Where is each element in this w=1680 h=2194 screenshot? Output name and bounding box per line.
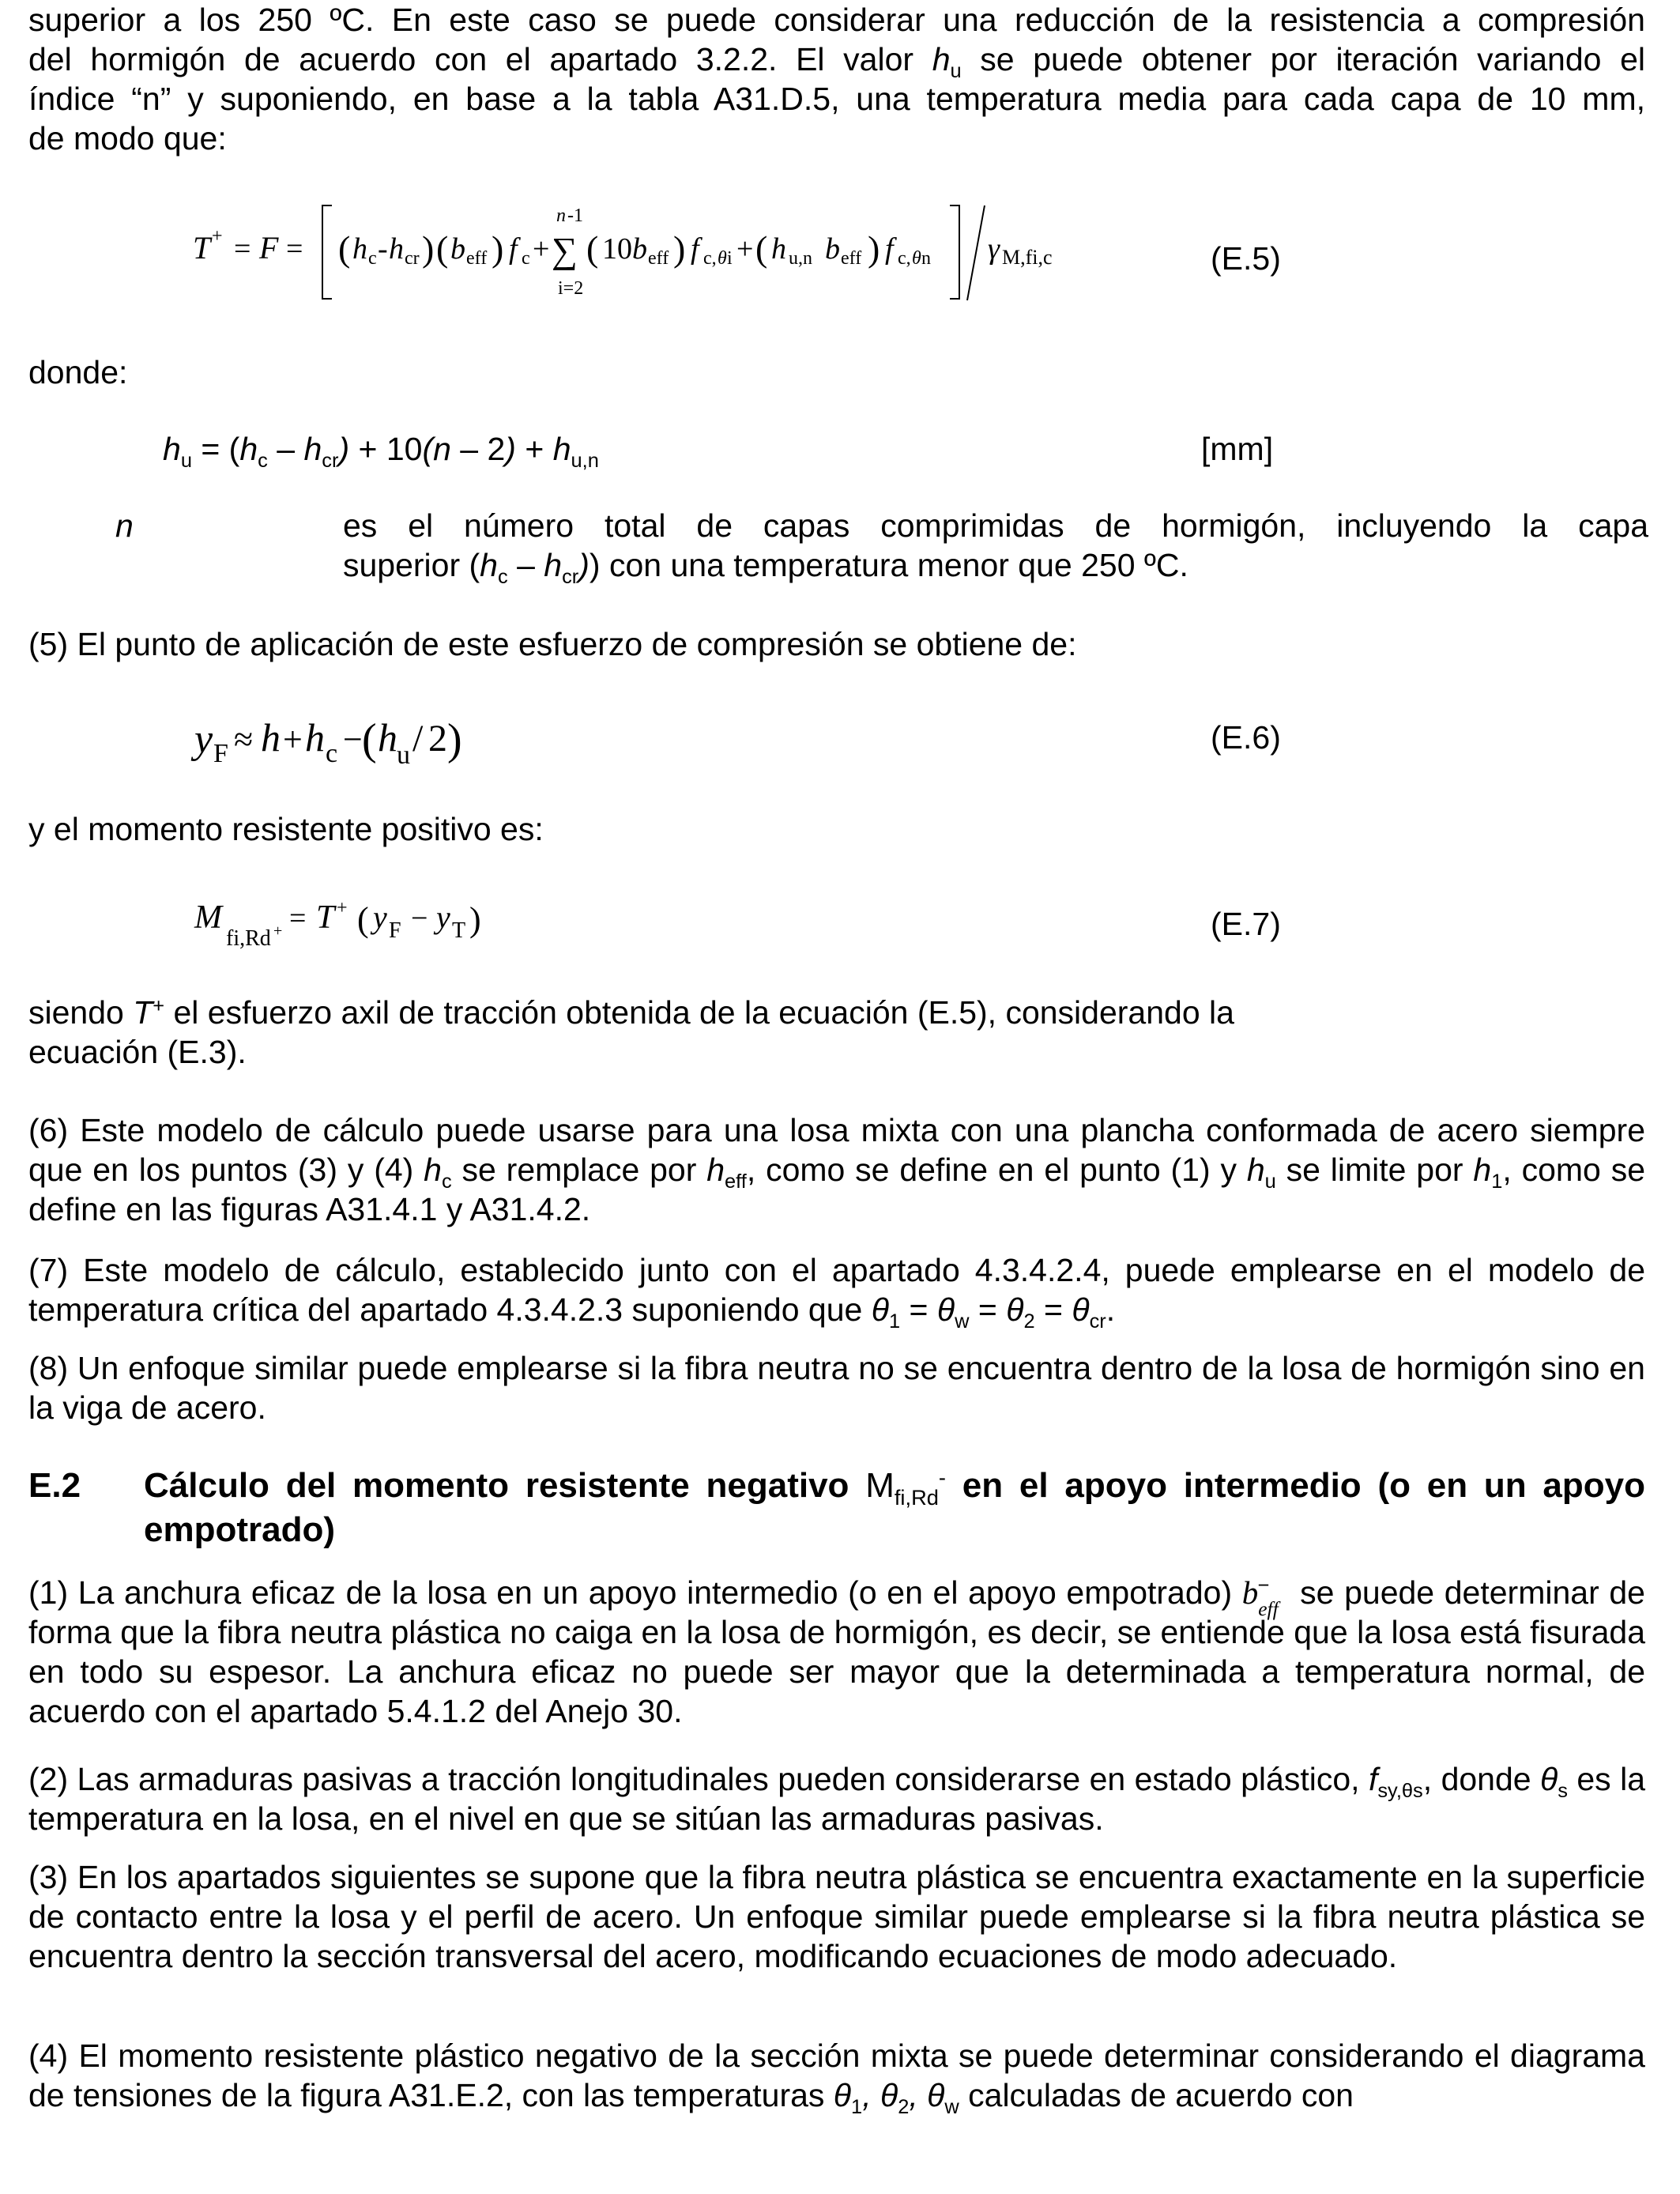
svg-text:eff: eff bbox=[466, 248, 488, 269]
svg-text:y: y bbox=[373, 899, 387, 935]
intro-line-2: del hormigón de acuerdo con el apartado 3.2.2. El valor $h_u$ se puede obtener por iteración variando el bbox=[28, 41, 1645, 83]
svg-text:M,fi,c: M,fi,c bbox=[1002, 246, 1053, 269]
svg-text:i: i bbox=[727, 248, 733, 269]
siendo-line-1: siendo T+ el esfuerzo axil de tracción obtenida de la ecuación (E.5), considerando la bbox=[28, 994, 1234, 1031]
svg-text:fi,Rd: fi,Rd bbox=[226, 926, 271, 951]
equation-e7 bbox=[163, 879, 637, 966]
svg-text:+: + bbox=[533, 232, 550, 266]
section-paragraph-1: (1) La anchura eficaz de la losa en un apoyo intermedio (o en el apoyo empotrado) $b_{eff}^-$ se puede determinar de forma que la fibra neutra plástica no caiga en la losa de hormigón, es decir, se entiende que la losa está fisurada en todo su espesor. La anchura eficaz no puede ser mayor que la determinada a temperatura normal, de acuerdo con el apartado 5.4.1.2 del Anejo 30. bbox=[28, 1574, 1645, 1729]
svg-text:eff: eff bbox=[648, 248, 669, 269]
svg-text:=: = bbox=[289, 902, 307, 935]
svg-text:c,: c, bbox=[703, 248, 717, 269]
section-heading bbox=[28, 1464, 1645, 1552]
hu-unit: [mm] bbox=[1201, 431, 1274, 467]
svg-text:y: y bbox=[436, 899, 450, 935]
equation-e5-graphic bbox=[160, 190, 1187, 308]
svg-text:c: c bbox=[326, 739, 338, 768]
svg-text:): ) bbox=[492, 228, 504, 269]
svg-text:γ: γ bbox=[988, 232, 1000, 266]
svg-text:10: 10 bbox=[602, 232, 632, 266]
svg-text:=: = bbox=[234, 232, 251, 266]
paragraph-8: (8) Un enfoque similar puede emplearse si la fibra neutra no se encuentra dentro de la losa de hormigón sino en la viga de acero. bbox=[28, 1350, 1645, 1426]
n-definition-line-1: es el número total de capas comprimidas de hormigón, incluyendo la capa bbox=[343, 507, 1648, 544]
svg-text:f: f bbox=[885, 232, 894, 266]
n-definition-line-2: superior $(h_c - h_{cr})$) con una temperatura menor que 250 ºC. bbox=[343, 547, 1188, 589]
section-paragraph-3: (3) En los apartados siguientes se supone que la fibra neutra plástica se encuentra exactamente en la superficie de contacto entre la losa y el perfil de acero. Un enfoque similar puede emplearse si la fibra neutra plástica se encuentra dentro la sección transversal del acero, modificando ecuaciones de modo adecuado. bbox=[28, 1859, 1645, 1974]
svg-text:(: ( bbox=[357, 900, 369, 939]
intro-line-4: de modo que: bbox=[28, 120, 227, 156]
equation-e7-number: (E.7) bbox=[1211, 906, 1281, 942]
svg-text:+: + bbox=[212, 226, 223, 247]
svg-text:+: + bbox=[283, 720, 303, 759]
equation-e7-graphic bbox=[163, 879, 637, 966]
svg-text:θ: θ bbox=[718, 248, 727, 269]
siendo-line-2: ecuación (E.3). bbox=[28, 1034, 247, 1070]
svg-text:+: + bbox=[736, 232, 754, 266]
svg-text:F: F bbox=[259, 230, 279, 266]
svg-text:h: h bbox=[261, 715, 281, 760]
svg-text:): ) bbox=[673, 228, 686, 269]
svg-text:n: n bbox=[921, 248, 931, 269]
svg-text:h: h bbox=[771, 232, 786, 266]
equation-e5-number: (E.5) bbox=[1211, 240, 1281, 277]
section-paragraph-2: (2) Las armaduras pasivas a tracción longitudinales pueden considerarse en estado plástico, $f_{sy,\theta s}$, donde $\theta_s$ es la temperatura en la losa, en el nivel en que se sitúan las armaduras pasivas. bbox=[28, 1761, 1645, 1837]
svg-text:(: ( bbox=[755, 228, 768, 269]
hu-definition: $h_u = (h_c - h_{cr}) + 10(n - 2) + h_{u,n}$ [mm] bbox=[163, 431, 1274, 473]
svg-text:∑: ∑ bbox=[552, 230, 578, 270]
svg-text:F: F bbox=[389, 918, 401, 943]
paragraph-6: (6) Este modelo de cálculo puede usarse para una losa mixta con una plancha conformada de acero siempre que en los puntos (3) y (4) $h_c$ se remplace por $h_{eff}$, como se define en el punto (1) y $h_u$ se limite por $h_1$, como se define en las figuras A31.4.1 y A31.4.2. bbox=[28, 1112, 1645, 1227]
svg-text:y: y bbox=[194, 717, 213, 762]
svg-text:+: + bbox=[273, 922, 283, 940]
svg-text:-: - bbox=[378, 232, 388, 266]
svg-text:(: ( bbox=[338, 228, 351, 269]
svg-text:−: − bbox=[343, 720, 363, 759]
svg-text:cr: cr bbox=[405, 248, 420, 269]
svg-text:T: T bbox=[193, 230, 211, 266]
section-number: E.2 bbox=[28, 1466, 81, 1505]
svg-text:i=2: i=2 bbox=[558, 278, 584, 299]
svg-text:+: + bbox=[337, 898, 348, 918]
siendo-paragraph bbox=[28, 993, 1645, 1072]
intro-line-1: superior a los 250 ºC. En este caso se puede considerar una reducción de la resistencia a compresión bbox=[28, 2, 1645, 38]
svg-text:(: ( bbox=[436, 228, 449, 269]
svg-text:h: h bbox=[389, 232, 404, 266]
svg-text:≈: ≈ bbox=[234, 720, 254, 759]
intro-paragraph bbox=[28, 0, 1645, 158]
equation-e6-number: (E.6) bbox=[1211, 719, 1281, 756]
svg-text:): ) bbox=[447, 715, 462, 764]
svg-text:eff: eff bbox=[841, 248, 862, 269]
svg-text:): ) bbox=[469, 900, 481, 939]
svg-text:h: h bbox=[305, 715, 325, 760]
svg-text:M: M bbox=[194, 899, 222, 936]
svg-text:u,n: u,n bbox=[789, 248, 812, 269]
svg-text:θ: θ bbox=[912, 248, 921, 269]
equation-e6 bbox=[163, 696, 637, 782]
svg-text:T: T bbox=[452, 918, 466, 943]
svg-text:=: = bbox=[286, 232, 303, 266]
svg-text:b: b bbox=[825, 232, 840, 266]
svg-text:u: u bbox=[397, 741, 410, 770]
svg-text:): ) bbox=[422, 228, 435, 269]
svg-text:F: F bbox=[213, 739, 228, 768]
svg-text:): ) bbox=[868, 228, 880, 269]
equation-e6-graphic bbox=[163, 696, 637, 782]
svg-text:(: ( bbox=[362, 715, 377, 764]
svg-text:f: f bbox=[691, 232, 699, 266]
paragraph-5: (5) El punto de aplicación de este esfuerzo de compresión se obtiene de: bbox=[28, 626, 1077, 662]
svg-text:f: f bbox=[509, 232, 518, 266]
moment-intro: y el momento resistente positivo es: bbox=[28, 811, 544, 847]
svg-text:c,: c, bbox=[898, 248, 911, 269]
intro-line-3: índice “n” y suponiendo, en base a la tabla A31.D.5, una temperatura media para cada capa de 10 mm, bbox=[28, 81, 1645, 117]
svg-text:c: c bbox=[522, 248, 530, 269]
svg-text:h: h bbox=[352, 232, 367, 266]
section-paragraph-4: (4) El momento resistente plástico negativo de la sección mixta se puede determinar considerando el diagrama de tensiones de la figura A31.E.2, con las temperaturas $\theta_1$, $\theta_2$, $\theta_w$ calculadas de acuerdo con bbox=[28, 2038, 1645, 2119]
paragraph-7: (7) Este modelo de cálculo, establecido junto con el apartado 4.3.4.2.4, puede emplearse en el modelo de temperatura crítica del apartado 4.3.4.2.3 suponiendo que $\theta_1 = \theta_w = \theta_2 = \theta_{cr}$. bbox=[28, 1252, 1645, 1333]
svg-text:T: T bbox=[316, 899, 335, 936]
equation-e5 bbox=[160, 190, 1187, 308]
svg-text:/: / bbox=[412, 718, 424, 760]
svg-text:b: b bbox=[450, 232, 465, 266]
svg-text:h: h bbox=[378, 715, 397, 760]
svg-text:2: 2 bbox=[428, 718, 447, 760]
n-definition bbox=[343, 506, 1648, 589]
section-title: Cálculo del momento resistente negativo $M_{fi,Rd}^-$ en el apoyo intermedio (o en un apoyo empotrado) bbox=[144, 1465, 1645, 1549]
svg-text:n: n bbox=[556, 205, 566, 226]
svg-text:b: b bbox=[632, 232, 647, 266]
svg-text:−: − bbox=[411, 902, 428, 935]
svg-text:c: c bbox=[368, 248, 377, 269]
svg-text:(: ( bbox=[586, 228, 599, 269]
donde-label: donde: bbox=[28, 354, 128, 390]
n-symbol: n bbox=[115, 507, 134, 544]
svg-text:-1: -1 bbox=[567, 205, 583, 226]
